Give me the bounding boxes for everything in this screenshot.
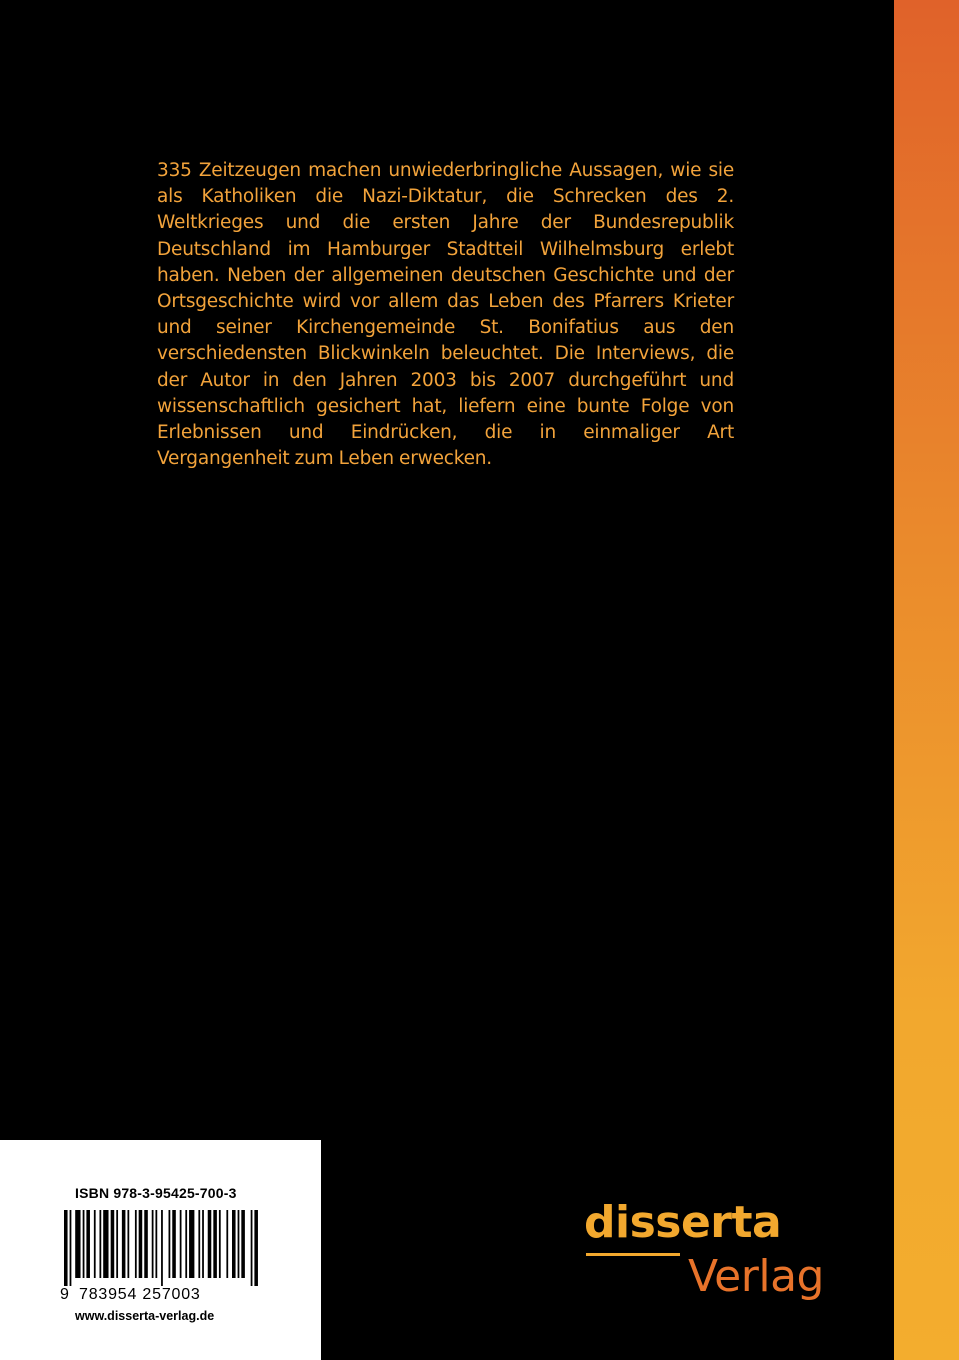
logo-word-verlag: Verlag bbox=[688, 1251, 824, 1302]
back-cover-blurb: 335 Zeitzeugen machen unwiederbringliche Aussagen, wie sie als Katholiken die Nazi-Diktatur, die Schrecken des 2. Weltkrieges und die ersten Jahre der Bundesrepublik Deutschland im Hamburger Stadtteil Wilhelmsburg erlebt haben. Neben der allgemeinen deutschen Geschichte und der Ortsgeschichte wird vor allem das Leben des Pfarrers Krieter und seiner Kirchengemeinde St. Bonifatius aus den verschiedensten Blickwinkeln beleuchtet. Die Interviews, die der Autor in den Jahren 2003 bis 2007 durchgeführt und wissenschaftlich gesichert hat, liefern eine bunte Folge von Erlebnissen und Eindrücken, die in einmaliger Art Vergangenheit zum Leben erwecken. bbox=[157, 160, 734, 470]
barcode-digits: 783954 257003 bbox=[79, 1286, 201, 1303]
barcode-first-digit: 9 bbox=[60, 1286, 69, 1303]
publisher-logo bbox=[584, 1198, 844, 1318]
publisher-url: www.disserta-verlag.de bbox=[75, 1309, 215, 1323]
logo-rule bbox=[586, 1253, 680, 1256]
barcode-panel bbox=[0, 1140, 321, 1360]
orange-side-stripe bbox=[894, 0, 959, 1360]
logo-word-disserta: disserta bbox=[584, 1197, 782, 1248]
barcode-icon bbox=[60, 1210, 265, 1286]
isbn-label: ISBN 978-3-95425-700-3 bbox=[75, 1185, 237, 1201]
